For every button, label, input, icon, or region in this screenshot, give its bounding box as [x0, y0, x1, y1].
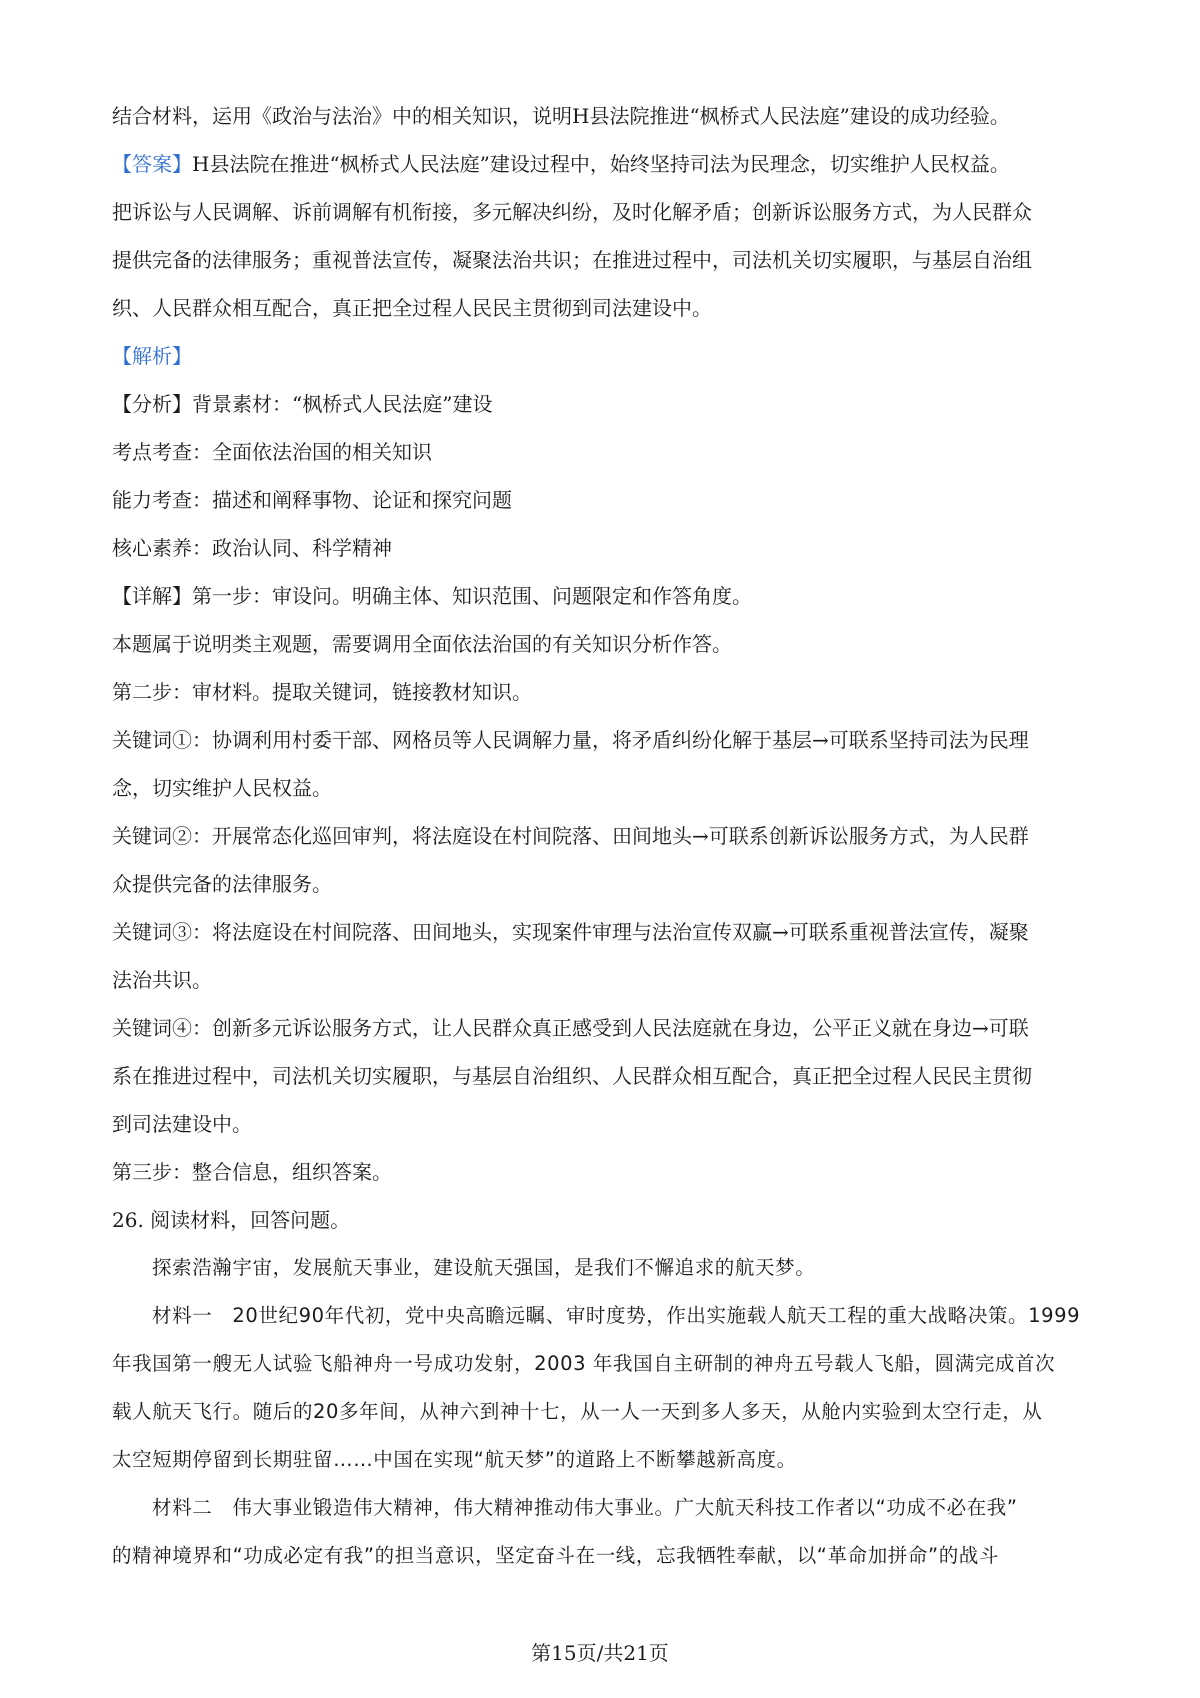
detail-line: 【详解】第一步：审设问。明确主体、知识范围、问题限定和作答角度。 — [112, 584, 752, 608]
question-26-title: 26. 阅读材料，回答问题。 — [112, 1208, 351, 1232]
analysis-line: 考点考查：全面依法治国的相关知识 — [112, 440, 432, 464]
analysis-tag: 【解析】 — [112, 344, 192, 368]
material-two-line: 的精神境界和“功成必定有我”的担当意识，坚定奋斗在一线，忘我牺牲奉献，以“革命加拼命”的战斗 — [112, 1544, 1000, 1567]
analysis-line: 【分析】背景素材：“枫桥式人民法庭”建设 — [112, 392, 493, 416]
detail-line: 第三步：整合信息，组织答案。 — [112, 1160, 392, 1184]
material-one-line: 载人航天飞行。随后的20多年间，从神六到神十七，从一人一天到多人多天，从舱内实验到太空行走，从 — [112, 1400, 1043, 1423]
material-one-line: 年我国第一艘无人试验飞船神舟一号成功发射，2003 年我国自主研制的神舟五号载人飞船，圆满完成首次 — [112, 1352, 1056, 1375]
material-intro: 探索浩瀚宇宙，发展航天事业，建设航天强国，是我们不懈追求的航天梦。 — [152, 1256, 816, 1279]
answer-line: 织、人民群众相互配合，真正把全过程人民民主贯彻到司法建设中。 — [112, 296, 712, 320]
keyword-line: 念，切实维护人民权益。 — [112, 776, 332, 800]
keyword-line: 关键词②：开展常态化巡回审判，将法庭设在村间院落、田间地头→可联系创新诉讼服务方式，为人民群 — [112, 824, 1029, 848]
detail-line: 本题属于说明类主观题，需要调用全面依法治国的有关知识分析作答。 — [112, 632, 732, 656]
material-one-line: 太空短期停留到长期驻留……中国在实现“航天梦”的道路上不断攀越新高度。 — [112, 1448, 797, 1471]
analysis-line: 能力考查：描述和阐释事物、论证和探究问题 — [112, 488, 512, 512]
keyword-line: 系在推进过程中，司法机关切实履职，与基层自治组织、人民群众相互配合，真正把全过程人民民主贯彻 — [112, 1064, 1032, 1088]
material-one-line: 材料一 20世纪90年代初，党中央高瞻远瞩、审时度势，作出实施载人航天工程的重大战略决策。1999 — [152, 1304, 1081, 1327]
material-two-line: 材料二 伟大事业锻造伟大精神，伟大精神推动伟大事业。广大航天科技工作者以“功成不必在我” — [152, 1496, 1018, 1519]
keyword-line: 法治共识。 — [112, 968, 212, 992]
answer-line: 【答案】H县法院在推进“枫桥式人民法庭”建设过程中，始终坚持司法为民理念，切实维护人民权益。 — [112, 152, 1010, 176]
answer-line: 提供完备的法律服务；重视普法宣传，凝聚法治共识；在推进过程中，司法机关切实履职，与基层自治组 — [112, 248, 1032, 272]
keyword-line: 关键词③：将法庭设在村间院落、田间地头，实现案件审理与法治宣传双赢→可联系重视普法宣传，凝聚 — [112, 920, 1029, 944]
answer-line: 把诉讼与人民调解、诉前调解有机衔接，多元解决纠纷，及时化解矛盾；创新诉讼服务方式，为人民群众 — [112, 200, 1032, 224]
answer-tag: 【答案】 — [112, 152, 192, 176]
document-body — [112, 92, 1102, 1580]
page-footer: 第15页/共21页 — [531, 1641, 669, 1665]
analysis-line: 核心素养：政治认同、科学精神 — [112, 536, 392, 560]
detail-line: 第二步：审材料。提取关键词，链接教材知识。 — [112, 680, 532, 704]
question-prompt: 结合材料，运用《政治与法治》中的相关知识，说明H县法院推进“枫桥式人民法庭”建设的成功经验。 — [112, 104, 1010, 128]
keyword-line: 众提供完备的法律服务。 — [112, 872, 332, 896]
keyword-line: 关键词④：创新多元诉讼服务方式，让人民群众真正感受到人民法庭就在身边，公平正义就在身边→可联 — [112, 1016, 1029, 1040]
keyword-line: 关键词①：协调利用村委干部、网格员等人民调解力量，将矛盾纠纷化解于基层→可联系坚持司法为民理 — [112, 728, 1029, 752]
keyword-line: 到司法建设中。 — [112, 1112, 252, 1136]
